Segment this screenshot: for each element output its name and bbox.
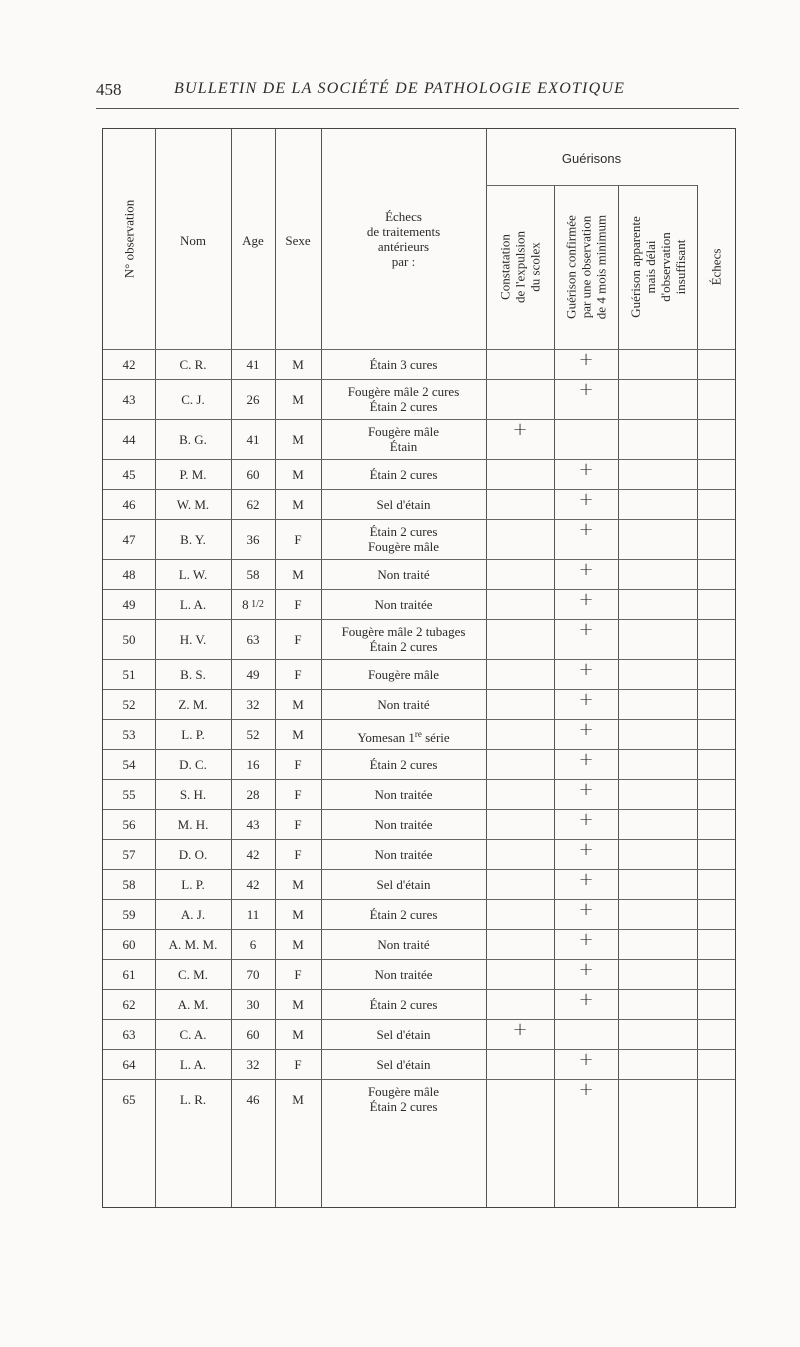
header-line: par :: [391, 254, 416, 269]
superscript: re: [414, 728, 422, 739]
treatment-line: Étain 2 cures: [369, 906, 438, 922]
column-divider: [321, 129, 322, 1207]
cell-echecs-anterieurs: [321, 597, 486, 612]
treatment-line: Non traité: [377, 936, 430, 952]
treatment-text: série: [421, 729, 450, 745]
header-line: Échecs: [385, 209, 422, 224]
cell-age: 6: [249, 936, 257, 952]
header-constatation: [498, 231, 543, 303]
cell-age: 8 1/2: [242, 596, 264, 612]
cell-echecs-anterieurs: [321, 1057, 486, 1072]
row-divider: [103, 459, 735, 460]
cell-age: 42: [246, 846, 260, 862]
cell-age: 46: [246, 1091, 260, 1107]
cell-echecs-anterieurs: [321, 907, 486, 922]
plus-mark: +: [578, 839, 594, 860]
treatment-line: Sel d'étain: [376, 1026, 431, 1042]
treatment-line: Étain 3 cures: [369, 356, 438, 372]
cell-nom: A. M.: [177, 996, 209, 1012]
cell-echecs-anterieurs: [321, 1027, 486, 1042]
cell-sexe: M: [292, 496, 304, 512]
cell-nom: A. J.: [180, 906, 206, 922]
cell-age: 36: [246, 531, 260, 547]
treatment-line: Non traitée: [374, 786, 433, 802]
cell-echecs-anterieurs: [321, 997, 486, 1012]
cell-nom: L. P.: [181, 876, 205, 892]
cell-echecs-anterieurs: [321, 757, 486, 772]
plus-mark: +: [578, 929, 594, 950]
cell-observation: 55: [122, 786, 136, 802]
cell-echecs-anterieurs: [321, 357, 486, 372]
page-number: 458: [96, 80, 122, 99]
guerisons-rule: [486, 185, 697, 186]
plus-mark: +: [578, 689, 594, 710]
row-divider: [103, 419, 735, 420]
cell-sexe: M: [292, 696, 304, 712]
treatment-line: Fougère mâle: [367, 1084, 440, 1099]
cell-observation: 65: [122, 1091, 136, 1107]
treatment-line: Étain 2 cures: [369, 996, 438, 1012]
cell-echecs-anterieurs: [321, 727, 486, 745]
cell-sexe: M: [292, 726, 304, 742]
cell-age: 16: [246, 756, 260, 772]
header-echecs-anterieurs: [321, 209, 486, 269]
header-line: Guérison apparente: [627, 216, 643, 318]
row-divider: [103, 1049, 735, 1050]
cell-observation: 53: [122, 726, 136, 742]
cell-echecs-anterieurs: [321, 424, 486, 454]
plus-mark: +: [578, 809, 594, 830]
cell-sexe: F: [294, 756, 302, 772]
cell-sexe: M: [292, 906, 304, 922]
cell-observation: 43: [122, 391, 136, 407]
treatment-line: Non traitée: [374, 966, 433, 982]
cell-observation: 61: [122, 966, 136, 982]
column-divider: [618, 185, 619, 1207]
column-divider: [155, 129, 156, 1207]
plus-mark: +: [578, 349, 594, 370]
row-divider: [103, 899, 735, 900]
cell-nom: B. G.: [179, 431, 207, 447]
cell-age: 58: [246, 566, 260, 582]
plus-mark: +: [578, 379, 594, 400]
cell-nom: L. A.: [179, 596, 207, 612]
cell-echecs-anterieurs: [321, 787, 486, 802]
cell-sexe: M: [292, 876, 304, 892]
cell-nom: A. M. M.: [168, 936, 218, 952]
cell-nom: B. Y.: [180, 531, 206, 547]
row-divider: [103, 559, 735, 560]
treatment-line: Non traité: [377, 566, 430, 582]
cell-observation: 46: [122, 496, 136, 512]
plus-mark: +: [512, 419, 528, 440]
row-divider: [103, 1019, 735, 1020]
cell-echecs-anterieurs: [321, 667, 486, 682]
header-line: Constatation: [497, 234, 513, 300]
treatment-line: Fougère mâle 2 tubages: [341, 624, 466, 639]
cell-observation: 45: [122, 466, 136, 482]
cell-echecs-anterieurs: [321, 384, 486, 414]
cell-nom: H. V.: [179, 631, 207, 647]
cell-age: 62: [246, 496, 260, 512]
cell-sexe: F: [294, 596, 302, 612]
cell-nom: Z. M.: [178, 696, 208, 712]
cell-observation: 48: [122, 566, 136, 582]
cell-echecs-anterieurs: [321, 967, 486, 982]
cell-nom: C. J.: [181, 391, 205, 407]
cell-nom: D. C.: [179, 756, 207, 772]
cell-age: 11: [246, 906, 260, 922]
cell-nom: C. M.: [178, 966, 208, 982]
plus-mark: +: [578, 899, 594, 920]
treatment-line: Étain 2 cures: [369, 756, 438, 772]
plus-mark: +: [578, 869, 594, 890]
observations-table: [102, 128, 736, 1208]
header-sexe: Sexe: [285, 233, 311, 248]
treatment-line: Étain 2 cures: [369, 639, 438, 654]
cell-observation: 52: [122, 696, 136, 712]
header-line: de traitements: [366, 224, 441, 239]
cell-echecs-anterieurs: [321, 567, 486, 582]
cell-age: 30: [246, 996, 260, 1012]
treatment-text: Yomesan 1: [357, 729, 415, 745]
row-divider: [103, 619, 735, 620]
cell-echecs-anterieurs: [321, 697, 486, 712]
treatment-line: Fougère mâle: [367, 666, 440, 682]
cell-observation: 54: [122, 756, 136, 772]
treatment-line: Fougère mâle: [367, 539, 440, 554]
plus-mark: +: [578, 589, 594, 610]
cell-age: 26: [246, 391, 260, 407]
cell-echecs-anterieurs: [321, 524, 486, 554]
row-divider: [103, 989, 735, 990]
plus-mark: +: [578, 659, 594, 680]
cell-observation: 59: [122, 906, 136, 922]
header-line: Échecs: [708, 248, 724, 286]
treatment-line: Sel d'étain: [376, 876, 431, 892]
row-divider: [103, 689, 735, 690]
cell-sexe: M: [292, 391, 304, 407]
row-divider: [103, 589, 735, 590]
column-divider: [275, 129, 276, 1207]
cell-observation: 57: [122, 846, 136, 862]
cell-sexe: F: [294, 966, 302, 982]
cell-nom: M. H.: [177, 816, 209, 832]
plus-mark: +: [578, 619, 594, 640]
cell-age: 60: [246, 466, 260, 482]
cell-age: 43: [246, 816, 260, 832]
row-divider: [103, 779, 735, 780]
header-line: antérieurs: [377, 239, 430, 254]
row-divider: [103, 959, 735, 960]
row-divider: [103, 659, 735, 660]
cell-sexe: M: [292, 996, 304, 1012]
header-guerison-apparente: [628, 216, 688, 317]
header-echecs: [709, 249, 724, 286]
cell-sexe: M: [292, 356, 304, 372]
running-title: BULLETIN DE LA SOCIÉTÉ DE PATHOLOGIE EXOTIQUE: [174, 80, 626, 97]
cell-echecs-anterieurs: [321, 624, 486, 654]
cell-observation: 58: [122, 876, 136, 892]
header-line: mais délai: [642, 240, 658, 294]
cell-sexe: F: [294, 666, 302, 682]
cell-age: 42: [246, 876, 260, 892]
cell-observation: 63: [122, 1026, 136, 1042]
header-rule-bottom: [103, 349, 735, 350]
cell-nom: D. O.: [178, 846, 208, 862]
column-divider: [486, 129, 487, 1207]
plus-mark: +: [578, 719, 594, 740]
plus-mark: +: [578, 519, 594, 540]
cell-age: 32: [246, 696, 260, 712]
cell-observation: 50: [122, 631, 136, 647]
cell-age: 41: [246, 431, 260, 447]
treatment-line: Étain 2 cures: [369, 1099, 438, 1114]
treatment-line: Non traité: [377, 696, 430, 712]
cell-observation: 44: [122, 431, 136, 447]
treatment-line: Sel d'étain: [376, 1056, 431, 1072]
treatment-line: Fougère mâle 2 cures: [347, 384, 460, 399]
cell-observation: 42: [122, 356, 136, 372]
plus-mark: +: [578, 749, 594, 770]
cell-sexe: F: [294, 531, 302, 547]
cell-echecs-anterieurs: [321, 467, 486, 482]
header-guerisons: Guérisons: [561, 151, 622, 166]
cell-sexe: F: [294, 1056, 302, 1072]
cell-age: 41: [246, 356, 260, 372]
cell-observation: 60: [122, 936, 136, 952]
row-divider: [103, 489, 735, 490]
treatment-line: Non traitée: [374, 596, 433, 612]
cell-sexe: F: [294, 816, 302, 832]
cell-echecs-anterieurs: [321, 817, 486, 832]
cell-observation: 49: [122, 596, 136, 612]
row-divider: [103, 519, 735, 520]
cell-observation: 56: [122, 816, 136, 832]
treatment-line: Étain 2 cures: [369, 399, 438, 414]
row-divider: [103, 929, 735, 930]
treatment-line: Étain: [389, 439, 418, 454]
header-guerison-confirmee: [564, 215, 609, 319]
cell-sexe: M: [292, 1026, 304, 1042]
treatment-line: Non traitée: [374, 846, 433, 862]
row-divider: [103, 839, 735, 840]
cell-nom: L. P.: [181, 726, 205, 742]
row-divider: [103, 869, 735, 870]
header-line: de l'expulsion: [512, 230, 528, 304]
row-divider: [103, 749, 735, 750]
cell-nom: L. W.: [178, 566, 208, 582]
treatment-line: Fougère mâle: [367, 424, 440, 439]
cell-nom: C. R.: [179, 356, 207, 372]
cell-observation: 51: [122, 666, 136, 682]
cell-echecs-anterieurs: [321, 847, 486, 862]
cell-age: 63: [246, 631, 260, 647]
column-divider: [231, 129, 232, 1207]
cell-echecs-anterieurs: [321, 1084, 486, 1114]
cell-sexe: M: [292, 1091, 304, 1107]
cell-observation: 62: [122, 996, 136, 1012]
cell-sexe: M: [292, 566, 304, 582]
cell-age: 70: [246, 966, 260, 982]
cell-nom: W. M.: [176, 496, 210, 512]
cell-age: 49: [246, 666, 260, 682]
cell-nom: S. H.: [179, 786, 207, 802]
row-divider: [103, 379, 735, 380]
cell-sexe: M: [292, 431, 304, 447]
header-line: du scolex: [527, 242, 543, 292]
plus-mark: +: [578, 489, 594, 510]
cell-nom: L. R.: [179, 1091, 207, 1107]
header-line: insuffisant: [672, 239, 688, 295]
header-line: Guérison confirmée: [563, 215, 579, 319]
plus-mark: +: [578, 1049, 594, 1070]
header-observation: N° observation: [121, 199, 137, 279]
cell-sexe: F: [294, 631, 302, 647]
cell-nom: B. S.: [180, 666, 206, 682]
treatment-line: Étain 2 cures: [369, 524, 438, 539]
cell-observation: 47: [122, 531, 136, 547]
cell-echecs-anterieurs: [321, 497, 486, 512]
plus-mark: +: [578, 959, 594, 980]
header-rule: [96, 108, 739, 109]
plus-mark: +: [578, 559, 594, 580]
plus-mark: +: [578, 459, 594, 480]
cell-nom: L. A.: [179, 1056, 207, 1072]
header-age: Age: [242, 233, 264, 248]
treatment-line: Étain 2 cures: [369, 466, 438, 482]
column-divider: [554, 185, 555, 1207]
row-divider: [103, 1079, 735, 1080]
plus-mark: +: [578, 989, 594, 1010]
page-header: [96, 80, 741, 110]
cell-observation: 64: [122, 1056, 136, 1072]
cell-sexe: M: [292, 466, 304, 482]
header-line: par une observation: [578, 215, 594, 319]
header-line: d'observation: [657, 232, 673, 302]
cell-nom: P. M.: [179, 466, 207, 482]
header-nom: Nom: [180, 233, 206, 248]
row-divider: [103, 809, 735, 810]
treatment-line: Sel d'étain: [376, 496, 431, 512]
column-divider: [697, 185, 698, 1207]
header-line: de 4 mois minimum: [593, 214, 609, 320]
cell-age: 60: [246, 1026, 260, 1042]
treatment-line: Non traitée: [374, 816, 433, 832]
cell-nom: C. A.: [179, 1026, 207, 1042]
plus-mark: +: [512, 1019, 528, 1040]
cell-age: 32: [246, 1056, 260, 1072]
cell-age: 28: [246, 786, 260, 802]
cell-echecs-anterieurs: [321, 937, 486, 952]
cell-sexe: F: [294, 786, 302, 802]
plus-mark: +: [578, 1079, 594, 1100]
cell-sexe: M: [292, 936, 304, 952]
age-fraction: 1/2: [248, 598, 264, 610]
cell-age: 52: [246, 726, 260, 742]
cell-sexe: F: [294, 846, 302, 862]
row-divider: [103, 719, 735, 720]
cell-echecs-anterieurs: [321, 877, 486, 892]
plus-mark: +: [578, 779, 594, 800]
